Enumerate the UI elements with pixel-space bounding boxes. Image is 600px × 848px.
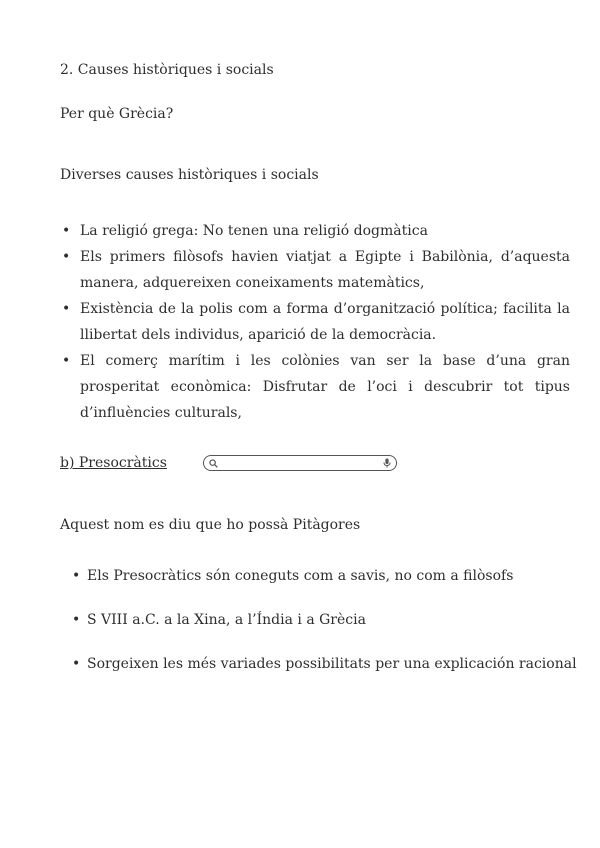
points-list — [72, 563, 582, 695]
bullet: • — [62, 353, 71, 369]
list-item — [72, 607, 582, 633]
presocratics-link[interactable]: b) Presocràtics — [60, 455, 167, 471]
section-title: 2. Causes històriques i socials — [60, 62, 274, 78]
bullet: • — [72, 612, 81, 628]
list-item — [60, 296, 570, 348]
list-item-text: Els Presocràtics són coneguts com a savis, no com a filòsofs — [87, 568, 514, 584]
list-item-text: S VIII a.C. a la Xina, a l’Índia i a Grècia — [87, 612, 366, 628]
list-item — [72, 563, 582, 589]
list-item-text: Sorgeixen les més variades possibilitats per una explicación racional — [87, 656, 577, 672]
subsection-row — [60, 450, 397, 476]
list-item — [60, 218, 570, 244]
microphone-icon[interactable] — [383, 458, 391, 468]
list-item — [60, 348, 570, 426]
bullet: • — [72, 656, 81, 672]
list-item — [72, 651, 582, 677]
causes-list — [60, 218, 570, 426]
question-heading: Per què Grècia? — [60, 106, 174, 122]
list-item-text: La religió grega: No tenen una religió dogmàtica — [80, 223, 428, 239]
subtitle-heading: Diverses causes històriques i socials — [60, 167, 319, 183]
bullet: • — [72, 568, 81, 584]
bullet: • — [62, 223, 71, 239]
search-box[interactable] — [203, 455, 397, 471]
search-icon[interactable] — [209, 459, 218, 468]
bullet: • — [62, 301, 71, 317]
list-item-text: Els primers filòsofs havien viatjat a Egipte i Babilònia, d’aquesta manera, adquereixen coneixaments matemàtics, — [80, 249, 570, 291]
list-item — [60, 244, 570, 296]
bullet: • — [62, 249, 71, 265]
list-item-text: Existència de la polis com a forma d’organització política; facilita la llibertat dels individus, aparició de la democràcia. — [80, 301, 570, 343]
intro-paragraph: Aquest nom es diu que ho possà Pitàgores — [60, 517, 361, 533]
list-item-text: El comerç marítim i les colònies van ser la base d’una gran prosperitat econòmica: Disfrutar de l’oci i descubrir tot tipus d’influències culturals, — [80, 353, 570, 421]
